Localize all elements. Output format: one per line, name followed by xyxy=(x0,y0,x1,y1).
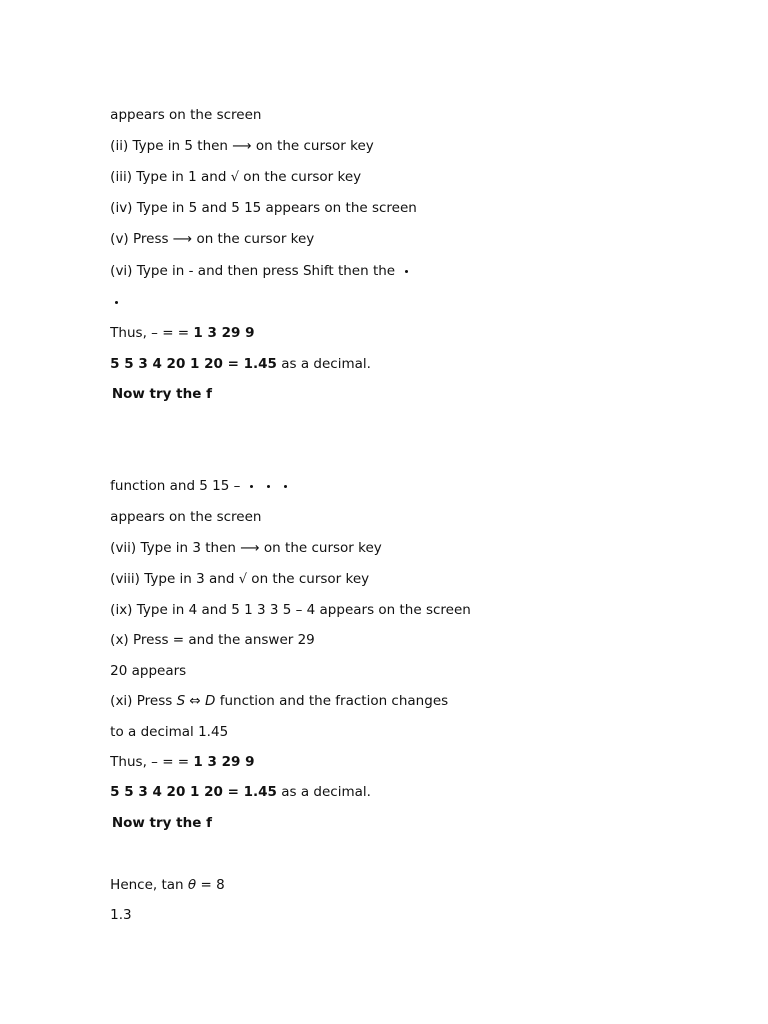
text-span: to a decimal 1.45 xyxy=(110,724,229,740)
text-span: as a decimal. xyxy=(276,356,371,372)
text-span: appears on the screen xyxy=(110,107,262,123)
text-span: (xi) Press xyxy=(110,693,177,709)
text-span: 1 3 29 9 xyxy=(193,325,255,341)
text-span: (iv) Type in 5 and 5 15 appears on the screen xyxy=(110,200,417,216)
text-span: appears on the screen xyxy=(110,509,262,525)
text-span: Thus, – = = xyxy=(110,325,194,341)
text-span: Thus, – = = xyxy=(110,754,194,770)
text-span: on the cursor key xyxy=(239,169,362,185)
dot-glyph xyxy=(115,301,118,304)
text-span: 5 5 3 4 20 1 20 = 1.45 xyxy=(110,784,277,800)
text-span: function and 5 15 – xyxy=(110,478,241,494)
text-span: Now try the f xyxy=(111,386,212,402)
text-span: = 8 xyxy=(196,877,225,893)
text-span: (iii) Type in 1 and xyxy=(110,169,231,185)
dot-glyph xyxy=(405,270,408,273)
text-span: S ⇔ D xyxy=(176,693,216,709)
text-span: 1.3 xyxy=(110,907,132,923)
text-span: (vi) Type in - and then press Shift then the xyxy=(110,263,396,279)
text-span: 1 3 29 9 xyxy=(193,754,255,770)
text-span: Hence, tan xyxy=(110,877,188,893)
text-span: (ix) Type in 4 and 5 1 3 3 5 – 4 appears on the screen xyxy=(110,602,471,618)
text-line xyxy=(93,796,212,850)
text-span: (ii) Type in 5 then ⟶ on the cursor key xyxy=(110,138,374,154)
text-span: 20 appears xyxy=(110,663,187,679)
text-line xyxy=(93,244,414,298)
dot-glyph xyxy=(284,485,287,488)
dot-glyph xyxy=(250,485,253,488)
text-span: as a decimal. xyxy=(276,784,371,800)
text-span: Now try the f xyxy=(111,815,212,831)
text-span: (v) Press ⟶ on the cursor key xyxy=(110,231,315,247)
text-span: (vii) Type in 3 then ⟶ on the cursor key xyxy=(110,540,382,556)
dot-glyph xyxy=(267,485,270,488)
sqrt-symbol: √ xyxy=(230,170,240,185)
theta-symbol: θ xyxy=(187,877,197,893)
text-span: 5 5 3 4 20 1 20 = 1.45 xyxy=(110,356,277,372)
text-span: (x) Press = and the answer 29 xyxy=(110,632,315,648)
text-line xyxy=(93,367,212,421)
text-line xyxy=(93,888,132,942)
text-span: on the cursor key xyxy=(247,571,370,587)
text-span: (viii) Type in 3 and xyxy=(110,571,239,587)
sqrt-symbol: √ xyxy=(238,572,248,587)
text-span: function and the fraction changes xyxy=(215,693,449,709)
